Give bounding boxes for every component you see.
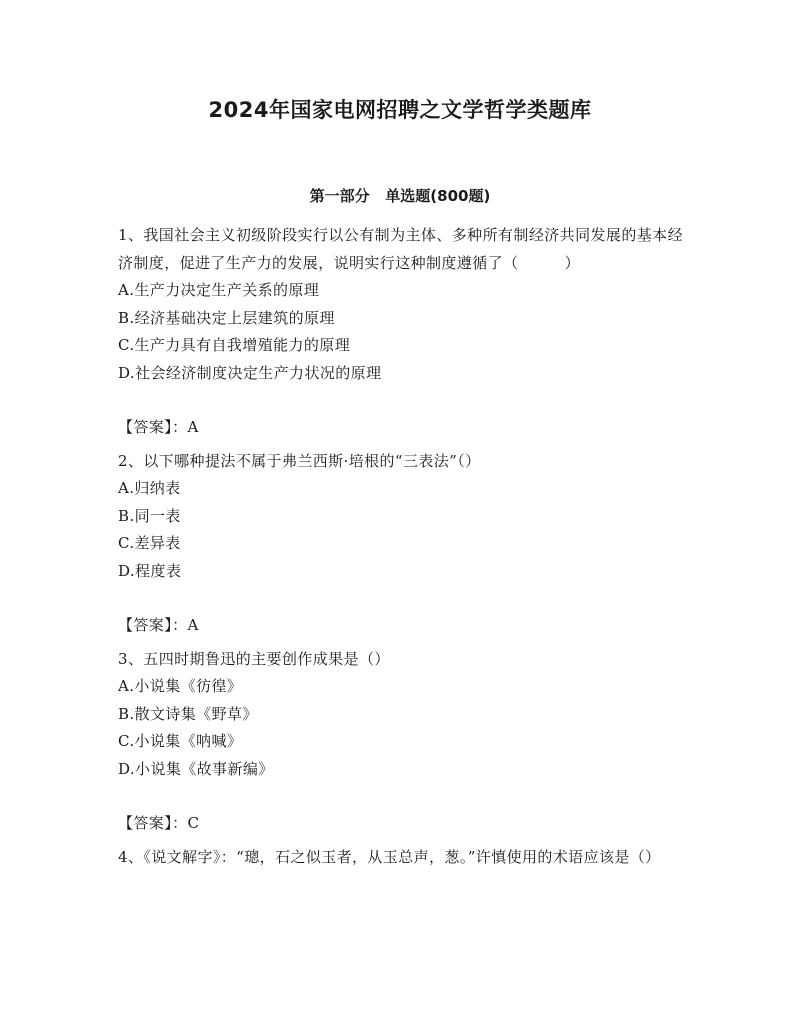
- answer-value: C: [187, 814, 200, 832]
- option-b: B.经济基础决定上层建筑的原理: [118, 308, 335, 327]
- question-4: [118, 844, 683, 872]
- answer-line: [118, 810, 683, 838]
- question-text: 3、五四时期鲁迅的主要创作成果是（）: [118, 649, 390, 668]
- option-d: D.小说集《故事新编》: [118, 759, 274, 778]
- answer-label: 【答案】：: [118, 418, 188, 436]
- answer-line: [118, 414, 683, 442]
- answer-line: [118, 612, 683, 640]
- question-1: [118, 222, 683, 442]
- question-2: [118, 448, 683, 640]
- option-b: B.同一表: [118, 506, 181, 525]
- answer-value: A: [187, 616, 199, 634]
- option-b: B.散文诗集《野草》: [118, 704, 258, 723]
- answer-label: 【答案】：: [118, 814, 188, 832]
- question-text: 2、以下哪种提法不属于弗兰西斯·培根的“三表法”（）: [118, 451, 481, 470]
- option-d: D.程度表: [118, 561, 182, 580]
- option-a: A.小说集《彷徨》: [118, 677, 243, 695]
- option-a: A.生产力决定生产关系的原理: [118, 281, 320, 299]
- option-a: A.归纳表: [118, 479, 181, 497]
- page-title: 2024年国家电网招聘之文学哲学类题库: [208, 98, 592, 122]
- question-text: 4、《说文解字》：“璁，石之似玉者，从玉总声，葱。”许慎使用的术语应该是（）: [118, 847, 661, 866]
- option-c: C.小说集《呐喊》: [118, 732, 243, 750]
- option-c: C.差异表: [118, 534, 181, 552]
- question-3: [118, 646, 683, 838]
- answer-value: A: [187, 418, 199, 436]
- option-d: D.社会经济制度决定生产力状况的原理: [118, 363, 382, 382]
- answer-label: 【答案】：: [118, 616, 188, 634]
- section-title: 第一部分 单选题(800题): [309, 187, 491, 205]
- option-c: C.生产力具有自我增殖能力的原理: [118, 336, 351, 354]
- question-text: 1、我国社会主义初级阶段实行以公有制为主体、多种所有制经济共同发展的基本经济制度，促进了生产力的发展，说明实行这种制度遵循了（ ）: [118, 226, 683, 272]
- question-list: [118, 222, 683, 871]
